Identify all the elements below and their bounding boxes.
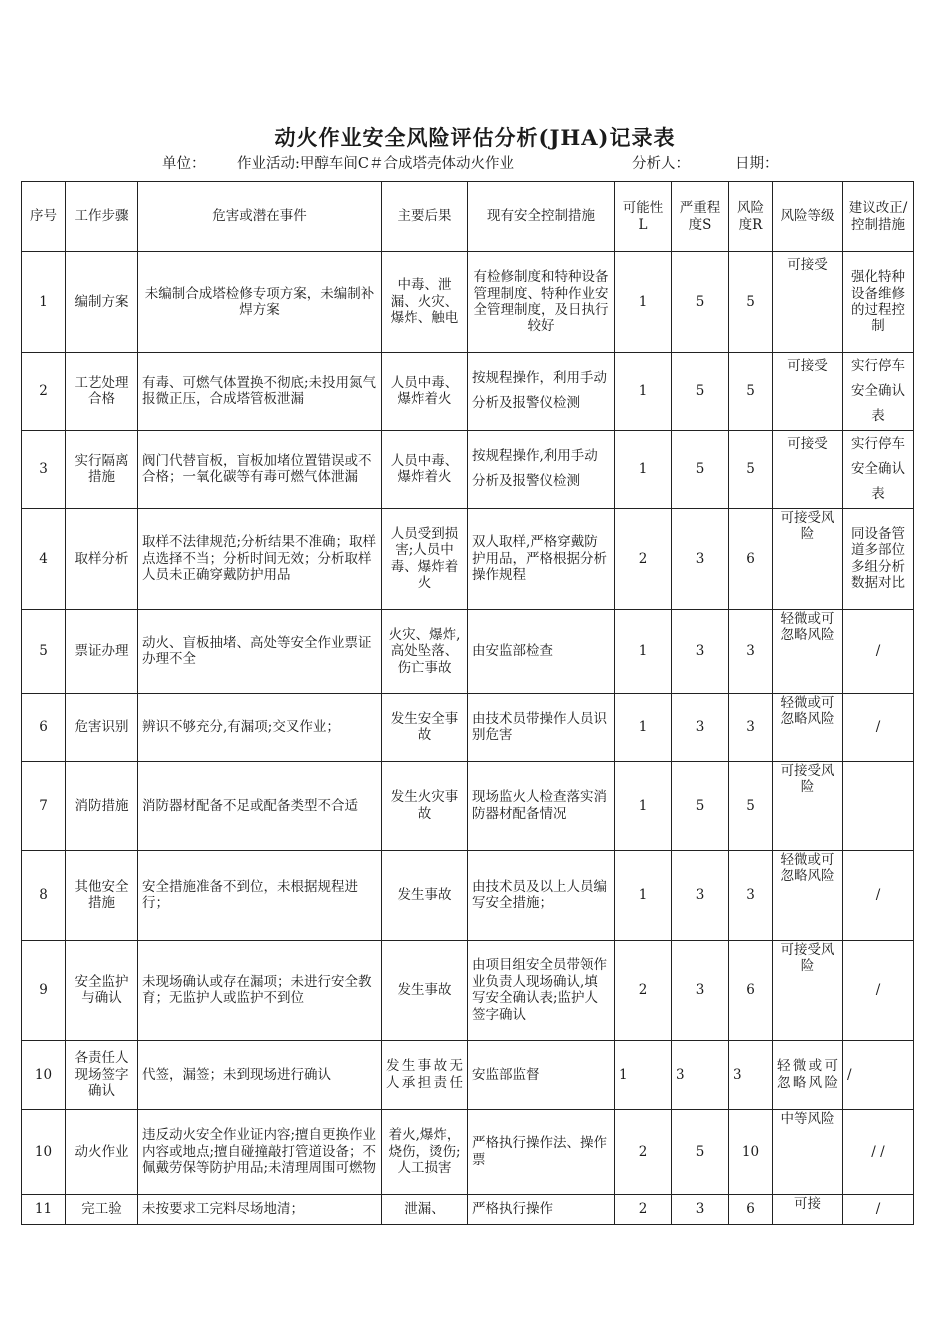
cell-advice: / bbox=[843, 693, 914, 761]
jha-table bbox=[21, 181, 914, 1225]
cell-likelihood: 2 bbox=[615, 1194, 672, 1224]
cell-no: 10 bbox=[22, 1109, 66, 1194]
cell-level: 可接受风险 bbox=[773, 940, 843, 1040]
cell-level: 可接受 bbox=[773, 353, 843, 431]
table-row bbox=[22, 940, 914, 1040]
cell-risk: 3 bbox=[729, 850, 773, 940]
cell-no: 5 bbox=[22, 609, 66, 693]
cell-advice: 强化特种设备维修的过程控制 bbox=[843, 252, 914, 353]
activity-label: 作业活动:甲醇车间C＃合成塔壳体动火作业 bbox=[237, 156, 514, 172]
cell-control: 由技术员带操作人员识别危害 bbox=[468, 693, 615, 761]
cell-hazard: 取样不法律规范;分析结果不准确；取样点选择不当；分析时间无效；分析取样人员未正确穿戴防护用品 bbox=[138, 508, 382, 609]
cell-hazard: 代签，漏签；未到现场进行确认 bbox=[138, 1040, 382, 1109]
cell-consequence: 泄漏、 bbox=[382, 1194, 468, 1224]
cell-consequence: 人员受到损害;人员中毒、爆炸着火 bbox=[382, 508, 468, 609]
cell-level: 中等风险 bbox=[773, 1109, 843, 1194]
header-step: 工作步骤 bbox=[66, 182, 138, 252]
cell-likelihood: 2 bbox=[615, 940, 672, 1040]
cell-control: 由安监部检查 bbox=[468, 609, 615, 693]
cell-likelihood: 1 bbox=[615, 1040, 672, 1109]
cell-no: 6 bbox=[22, 693, 66, 761]
cell-step: 编制方案 bbox=[66, 252, 138, 353]
cell-risk: 5 bbox=[729, 430, 773, 508]
cell-step: 安全监护与确认 bbox=[66, 940, 138, 1040]
cell-hazard: 未按要求工完料尽场地清； bbox=[138, 1194, 382, 1224]
header-consequence: 主要后果 bbox=[382, 182, 468, 252]
document-title: 动火作业安全风险评估分析(JHA)记录表 bbox=[274, 125, 676, 150]
cell-hazard: 有毒、可燃气体置换不彻底;未投用氮气报微正压，合成塔管板泄漏 bbox=[138, 353, 382, 431]
cell-control: 有检修制度和特种设备管理制度、特种作业安全管理制度，及日执行较好 bbox=[468, 252, 615, 353]
cell-no: 3 bbox=[22, 430, 66, 508]
cell-step: 票证办理 bbox=[66, 609, 138, 693]
cell-hazard: 消防器材配备不足或配备类型不合适 bbox=[138, 761, 382, 850]
cell-control: 严格执行操作 bbox=[468, 1194, 615, 1224]
cell-advice bbox=[843, 761, 914, 850]
date-label: 日期： bbox=[735, 156, 779, 172]
cell-no: 9 bbox=[22, 940, 66, 1040]
cell-level: 可接受 bbox=[773, 430, 843, 508]
cell-step: 消防措施 bbox=[66, 761, 138, 850]
cell-step: 工艺处理合格 bbox=[66, 353, 138, 431]
cell-level: 可接 bbox=[773, 1194, 843, 1224]
header-risk: 风险度R bbox=[729, 182, 773, 252]
cell-advice: / bbox=[843, 1194, 914, 1224]
cell-severity: 3 bbox=[672, 508, 729, 609]
table-row bbox=[22, 761, 914, 850]
cell-consequence: 发生火灾事故 bbox=[382, 761, 468, 850]
cell-advice: 同设备管道多部位多组分析数据对比 bbox=[843, 508, 914, 609]
cell-step: 动火作业 bbox=[66, 1109, 138, 1194]
cell-control: 安监部监督 bbox=[468, 1040, 615, 1109]
table-row bbox=[22, 609, 914, 693]
cell-likelihood: 1 bbox=[615, 761, 672, 850]
cell-likelihood: 1 bbox=[615, 252, 672, 353]
cell-risk: 5 bbox=[729, 761, 773, 850]
cell-level: 可接受 bbox=[773, 252, 843, 353]
subtitle-line bbox=[162, 152, 779, 173]
cell-likelihood: 1 bbox=[615, 850, 672, 940]
cell-severity: 3 bbox=[672, 850, 729, 940]
cell-advice: / bbox=[843, 940, 914, 1040]
cell-step: 实行隔离措施 bbox=[66, 430, 138, 508]
cell-consequence: 火灾、爆炸,高处坠落、伤亡事故 bbox=[382, 609, 468, 693]
cell-risk: 10 bbox=[729, 1109, 773, 1194]
cell-likelihood: 1 bbox=[615, 693, 672, 761]
table-row bbox=[22, 1109, 914, 1194]
cell-step: 其他安全措施 bbox=[66, 850, 138, 940]
cell-level: 轻微或可忽略风险 bbox=[773, 850, 843, 940]
cell-severity: 3 bbox=[672, 609, 729, 693]
cell-hazard: 安全措施准备不到位，未根据规程进行； bbox=[138, 850, 382, 940]
cell-advice: 实行停车安全确认表 bbox=[843, 430, 914, 508]
cell-level: 轻微或可忽略风险 bbox=[773, 1040, 843, 1109]
cell-no: 11 bbox=[22, 1194, 66, 1224]
cell-no: 10 bbox=[22, 1040, 66, 1109]
table-row bbox=[22, 430, 914, 508]
cell-severity: 3 bbox=[672, 1194, 729, 1224]
cell-likelihood: 1 bbox=[615, 430, 672, 508]
cell-no: 1 bbox=[22, 252, 66, 353]
cell-risk: 5 bbox=[729, 353, 773, 431]
cell-control: 现场监火人检查落实消防器材配备情况 bbox=[468, 761, 615, 850]
cell-no: 8 bbox=[22, 850, 66, 940]
cell-likelihood: 1 bbox=[615, 609, 672, 693]
cell-severity: 5 bbox=[672, 1109, 729, 1194]
cell-control: 按规程操作,利用手动分析及报警仪检测 bbox=[468, 430, 615, 508]
cell-severity: 5 bbox=[672, 252, 729, 353]
table-row bbox=[22, 850, 914, 940]
cell-control: 双人取样,严格穿戴防护用品，严格根据分析操作规程 bbox=[468, 508, 615, 609]
cell-risk: 6 bbox=[729, 1194, 773, 1224]
cell-level: 可接受风险 bbox=[773, 761, 843, 850]
cell-severity: 3 bbox=[672, 693, 729, 761]
cell-advice: / bbox=[843, 1040, 914, 1109]
cell-risk: 3 bbox=[729, 1040, 773, 1109]
cell-likelihood: 2 bbox=[615, 1109, 672, 1194]
cell-hazard: 辨识不够充分,有漏项;交叉作业； bbox=[138, 693, 382, 761]
cell-risk: 6 bbox=[729, 940, 773, 1040]
cell-advice: / bbox=[843, 609, 914, 693]
cell-control: 严格执行操作法、操作票 bbox=[468, 1109, 615, 1194]
cell-likelihood: 2 bbox=[615, 508, 672, 609]
cell-hazard: 动火、盲板抽堵、高处等安全作业票证办理不全 bbox=[138, 609, 382, 693]
cell-severity: 3 bbox=[672, 940, 729, 1040]
cell-likelihood: 1 bbox=[615, 353, 672, 431]
table-row bbox=[22, 252, 914, 353]
table-row bbox=[22, 1040, 914, 1109]
cell-risk: 6 bbox=[729, 508, 773, 609]
cell-consequence: 发生事故无人承担责任 bbox=[382, 1040, 468, 1109]
cell-hazard: 违反动火安全作业证内容;擅自更换作业内容或地点;擅自碰撞敲打管道设备；不佩戴劳保等防护用品;未清理周围可燃物 bbox=[138, 1109, 382, 1194]
cell-risk: 3 bbox=[729, 693, 773, 761]
cell-severity: 5 bbox=[672, 761, 729, 850]
cell-severity: 5 bbox=[672, 353, 729, 431]
unit-label: 单位： bbox=[162, 156, 206, 172]
header-advice: 建议改正/控制措施 bbox=[843, 182, 914, 252]
cell-control: 由项目组安全员带领作业负责人现场确认,填写安全确认表;监护人签字确认 bbox=[468, 940, 615, 1040]
cell-hazard: 阀门代替盲板，盲板加堵位置错误或不合格；一氧化碳等有毒可燃气体泄漏 bbox=[138, 430, 382, 508]
cell-consequence: 发生事故 bbox=[382, 940, 468, 1040]
header-no: 序号 bbox=[22, 182, 66, 252]
cell-consequence: 人员中毒、爆炸着火 bbox=[382, 353, 468, 431]
header-hazard: 危害或潜在事件 bbox=[138, 182, 382, 252]
cell-hazard: 未编制合成塔检修专项方案，未编制补焊方案 bbox=[138, 252, 382, 353]
cell-level: 轻微或可忽略风险 bbox=[773, 609, 843, 693]
header-severity: 严重程度S bbox=[672, 182, 729, 252]
cell-consequence: 发生安全事故 bbox=[382, 693, 468, 761]
cell-no: 7 bbox=[22, 761, 66, 850]
cell-no: 4 bbox=[22, 508, 66, 609]
table-row bbox=[22, 1194, 914, 1224]
cell-consequence: 着火,爆炸，烧伤，烫伤;人工损害 bbox=[382, 1109, 468, 1194]
cell-step: 危害识别 bbox=[66, 693, 138, 761]
cell-advice: / bbox=[843, 850, 914, 940]
cell-severity: 5 bbox=[672, 430, 729, 508]
table-row bbox=[22, 508, 914, 609]
cell-level: 可接受风险 bbox=[773, 508, 843, 609]
cell-advice: 实行停车安全确认表 bbox=[843, 353, 914, 431]
cell-consequence: 中毒、泄漏、火灾、爆炸、触电 bbox=[382, 252, 468, 353]
header-control: 现有安全控制措施 bbox=[468, 182, 615, 252]
cell-consequence: 发生事故 bbox=[382, 850, 468, 940]
cell-level: 轻微或可忽略风险 bbox=[773, 693, 843, 761]
cell-control: 按规程操作，利用手动分析及报警仪检测 bbox=[468, 353, 615, 431]
cell-hazard: 未现场确认或存在漏项；未进行安全教育；无监护人或监护不到位 bbox=[138, 940, 382, 1040]
header-level: 风险等级 bbox=[773, 182, 843, 252]
cell-risk: 5 bbox=[729, 252, 773, 353]
table-row bbox=[22, 353, 914, 431]
cell-step: 完工验 bbox=[66, 1194, 138, 1224]
cell-risk: 3 bbox=[729, 609, 773, 693]
cell-consequence: 人员中毒、爆炸着火 bbox=[382, 430, 468, 508]
cell-no: 2 bbox=[22, 353, 66, 431]
header-likelihood: 可能性L bbox=[615, 182, 672, 252]
header-row bbox=[22, 182, 914, 252]
cell-step: 各责任人现场签字确认 bbox=[66, 1040, 138, 1109]
cell-control: 由技术员及以上人员编写安全措施； bbox=[468, 850, 615, 940]
cell-step: 取样分析 bbox=[66, 508, 138, 609]
cell-severity: 3 bbox=[672, 1040, 729, 1109]
cell-advice: / / bbox=[843, 1109, 914, 1194]
analyst-label: 分析人： bbox=[632, 156, 690, 172]
table-row bbox=[22, 693, 914, 761]
